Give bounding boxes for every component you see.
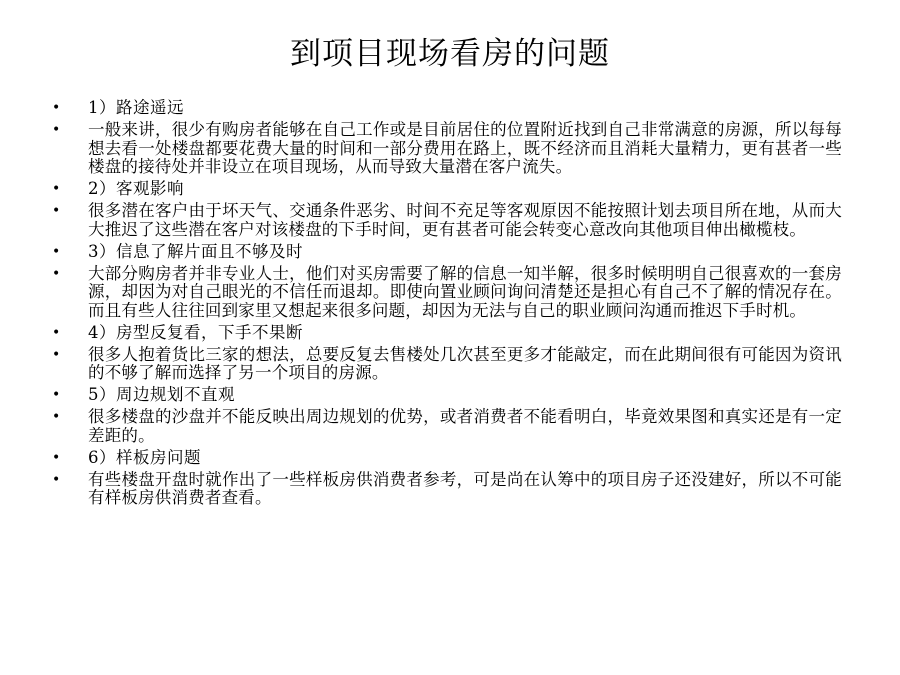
section-heading: 3）信息了解片面且不够及时 [88,241,303,261]
section-paragraph: 大部分购房者并非专业人士，他们对买房需要了解的信息一知半解，很多时候明明自己很喜欢的一套房源，却因为对自己眼光的不信任而退却。即使向置业顾问询问清楚还是担心有自己不了解的情况存在。而且有些人往往回到家里又想起来很多问题，却因为无法与自己的职业顾问沟通而推迟下手时机。 [88,263,842,320]
section-paragraph: 很多人抱着货比三家的想法，总要反复去售楼处几次甚至更多才能敲定，而在此期间很有可能因为资讯的不够了解而选择了另一个项目的房源。 [88,344,842,382]
list-item [52,408,842,445]
bullet-icon: • [52,409,61,425]
section-paragraph: 一般来讲，很少有购房者能够在自己工作或是目前居住的位置附近找到自己非常满意的房源，所以每每想去看一处楼盘都要花费大量的时间和一部分费用在路上，既不经济而且消耗大量精力，更有甚者一些楼盘的接待处并非设立在项目现场，从而导致大量潜在客户流失。 [88,120,842,176]
bullet-icon: • [52,203,61,219]
section-paragraph: 很多潜在客户由于坏天气、交通条件恶劣、时间不充足等客观原因不能按照计划去项目所在地，从而大大推迟了这些潜在客户对该楼盘的下手时间，更有甚者可能会转变心意改向其他项目伸出橄榄枝。 [88,201,842,239]
list-item [52,243,842,262]
list-item [52,202,842,239]
list-item [52,180,842,199]
bullet-icon: • [52,100,61,116]
list-item [52,346,842,383]
list-item [52,324,842,343]
bullet-icon: • [52,387,61,403]
bullet-list [52,99,842,511]
section-heading: 6）样板房问题 [88,447,201,467]
bullet-icon: • [52,449,61,466]
list-item [52,471,842,508]
section-paragraph: 很多楼盘的沙盘并不能反映出周边规划的优势，或者消费者不能看明白，毕竟效果图和真实还是有一定差距的。 [88,407,842,445]
section-heading: 5）周边规划不直观 [88,385,235,404]
list-item [52,449,842,468]
list-item [52,386,842,405]
section-paragraph: 有些楼盘开盘时就作出了一些样板房供消费者参考，可是尚在认筹中的项目房子还没建好，所以不可能有样板房供消费者查看。 [88,469,842,507]
bullet-icon: • [52,346,61,363]
bullet-icon: • [52,122,61,138]
bullet-icon: • [52,324,61,341]
bullet-icon: • [52,471,61,488]
section-heading: 2）客观影响 [88,179,184,198]
slide-title: 到项目现场看房的问题 [290,36,610,72]
list-item [52,121,842,177]
list-item [52,265,842,321]
section-heading: 1）路途遥远 [88,98,184,117]
list-item [52,99,842,118]
bullet-icon: • [52,243,61,260]
bullet-icon: • [52,265,61,282]
bullet-icon: • [52,181,61,197]
section-heading: 4）房型反复看，下手不果断 [88,322,303,342]
